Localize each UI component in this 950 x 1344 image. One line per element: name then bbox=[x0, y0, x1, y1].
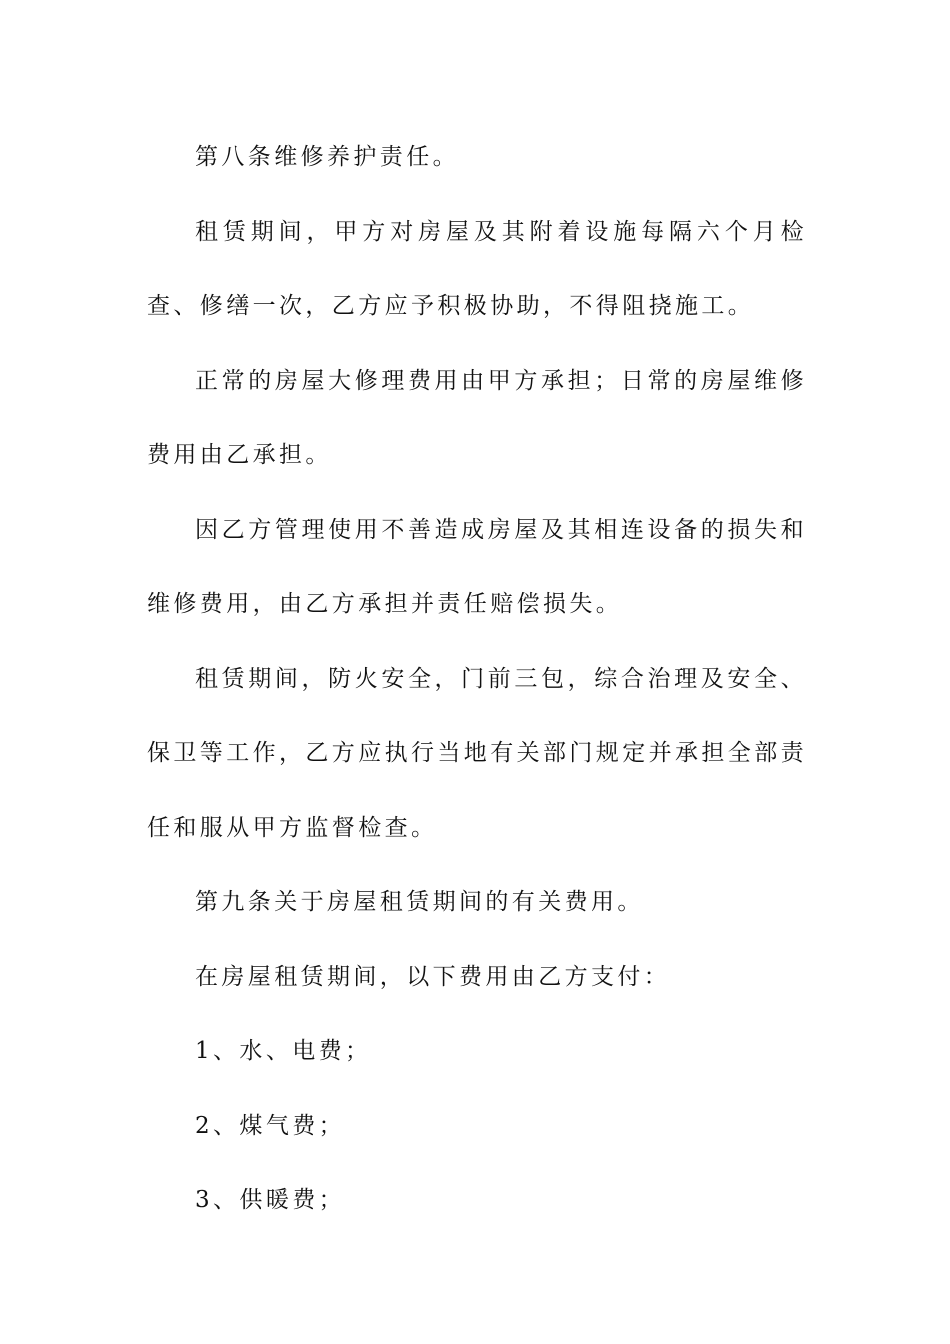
list-item-heating: 3、供暖费； bbox=[195, 1187, 346, 1213]
article-9-heading: 第九条关于房屋租赁期间的有关费用。 bbox=[195, 889, 644, 915]
paragraph-fees-intro: 在房屋租赁期间，以下费用由乙方支付： bbox=[195, 963, 671, 990]
paragraph-repair-costs: 正常的房屋大修理费用由甲方承担；日常的房屋维修费用由乙承担。 bbox=[147, 367, 807, 468]
list-item-water-electricity: 1、水、电费； bbox=[195, 1038, 372, 1064]
list-item-gas: 2、煤气费； bbox=[195, 1112, 346, 1139]
article-8-heading: 第八条维修养护责任。 bbox=[195, 144, 459, 170]
paragraph-damage-liability: 因乙方管理使用不善造成房屋及其相连设备的损失和维修费用，由乙方承担并责任赔偿损失。 bbox=[147, 516, 807, 617]
paragraph-inspection: 租赁期间，甲方对房屋及其附着设施每隔六个月检查、修缮一次，乙方应予积极协助，不得阻挠施工。 bbox=[147, 218, 807, 319]
paragraph-safety-duties: 租赁期间，防火安全，门前三包，综合治理及安全、保卫等工作，乙方应执行当地有关部门规定并承担全部责任和服从甲方监督检查。 bbox=[147, 665, 807, 841]
document-body bbox=[147, 120, 807, 1238]
